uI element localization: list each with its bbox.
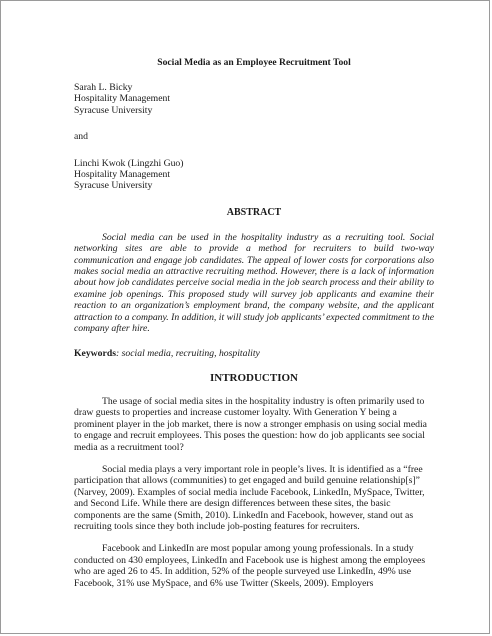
abstract-text: Social media can be used in the hospitality industry as a recruiting tool. Social networking sites are able to provide a method for recruiters to build two-way communication and engage job candidates. The appeal of lower costs for corporations also makes social media an attractive recruiting method. However, there is a lack of information about how job candidates perceive social media in the job search process and their ability to examine job openings. This proposed study will survey job applicants and examine their reaction to an organization’s employment brand, the company website, and the applicant attraction to a company. In addition, it will study job applicants’ expected commitment to the company after hire. [74,231,434,335]
author-department: Hospitality Management [74,93,171,105]
author-conjunction: and [74,131,88,143]
keywords-text: : social media, recruiting, hospitality [115,347,260,359]
body-paragraph: The usage of social media sites in the hospitality industry is often primarily used to draw guests to properties and increase customer loyalty. With Generation Y being a prominent player in the job market, there is now a stronger emphasis on using social media to engage and recruit employees. This poses the question: how do job applicants see social media as a recruitment tool? [74,395,427,453]
keywords-line [74,348,434,359]
author-block-1 [74,82,434,116]
body-paragraph: Social media plays a very important role in people’s lives. It is identified as a “free participation that allows (communities) to get engaged and build genuine relationship[s]” (Narvey, 2009). Examples of social media include Facebook, LinkedIn, MySpace, Twitter, and Second Life. While there are design differences between these sites, the basic components are the same (Smith, 2010). LinkedIn and Facebook, however, stand out as recruiting tools since they both include job-posting features for recruiters. [74,463,425,532]
paper-title: Social Media as an Employee Recruitment Tool [157,57,351,68]
author-university: Syracuse University [74,180,153,192]
introduction-heading: INTRODUCTION [209,371,298,384]
author-university: Syracuse University [74,104,153,116]
keywords-label: Keywords [74,347,116,359]
author-name: Sarah L. Bicky [74,82,133,93]
author-block-2 [74,158,434,192]
abstract-heading: ABSTRACT [226,206,282,218]
page-content [74,57,434,600]
body-paragraph: Facebook and LinkedIn are most popular among young professionals. In a study conducted on 430 employees, LinkedIn and Facebook use is highest among the employees who are aged 26 to 45. In addition, 52% of the people surveyed use LinkedIn, 49% use Facebook, 31% use MySpace, and 6% use Twitter (Skeels, 2009). Employers [74,543,426,589]
author-department: Hospitality Management [74,169,171,181]
author-name: Linchi Kwok (Lingzhi Guo) [74,157,184,169]
